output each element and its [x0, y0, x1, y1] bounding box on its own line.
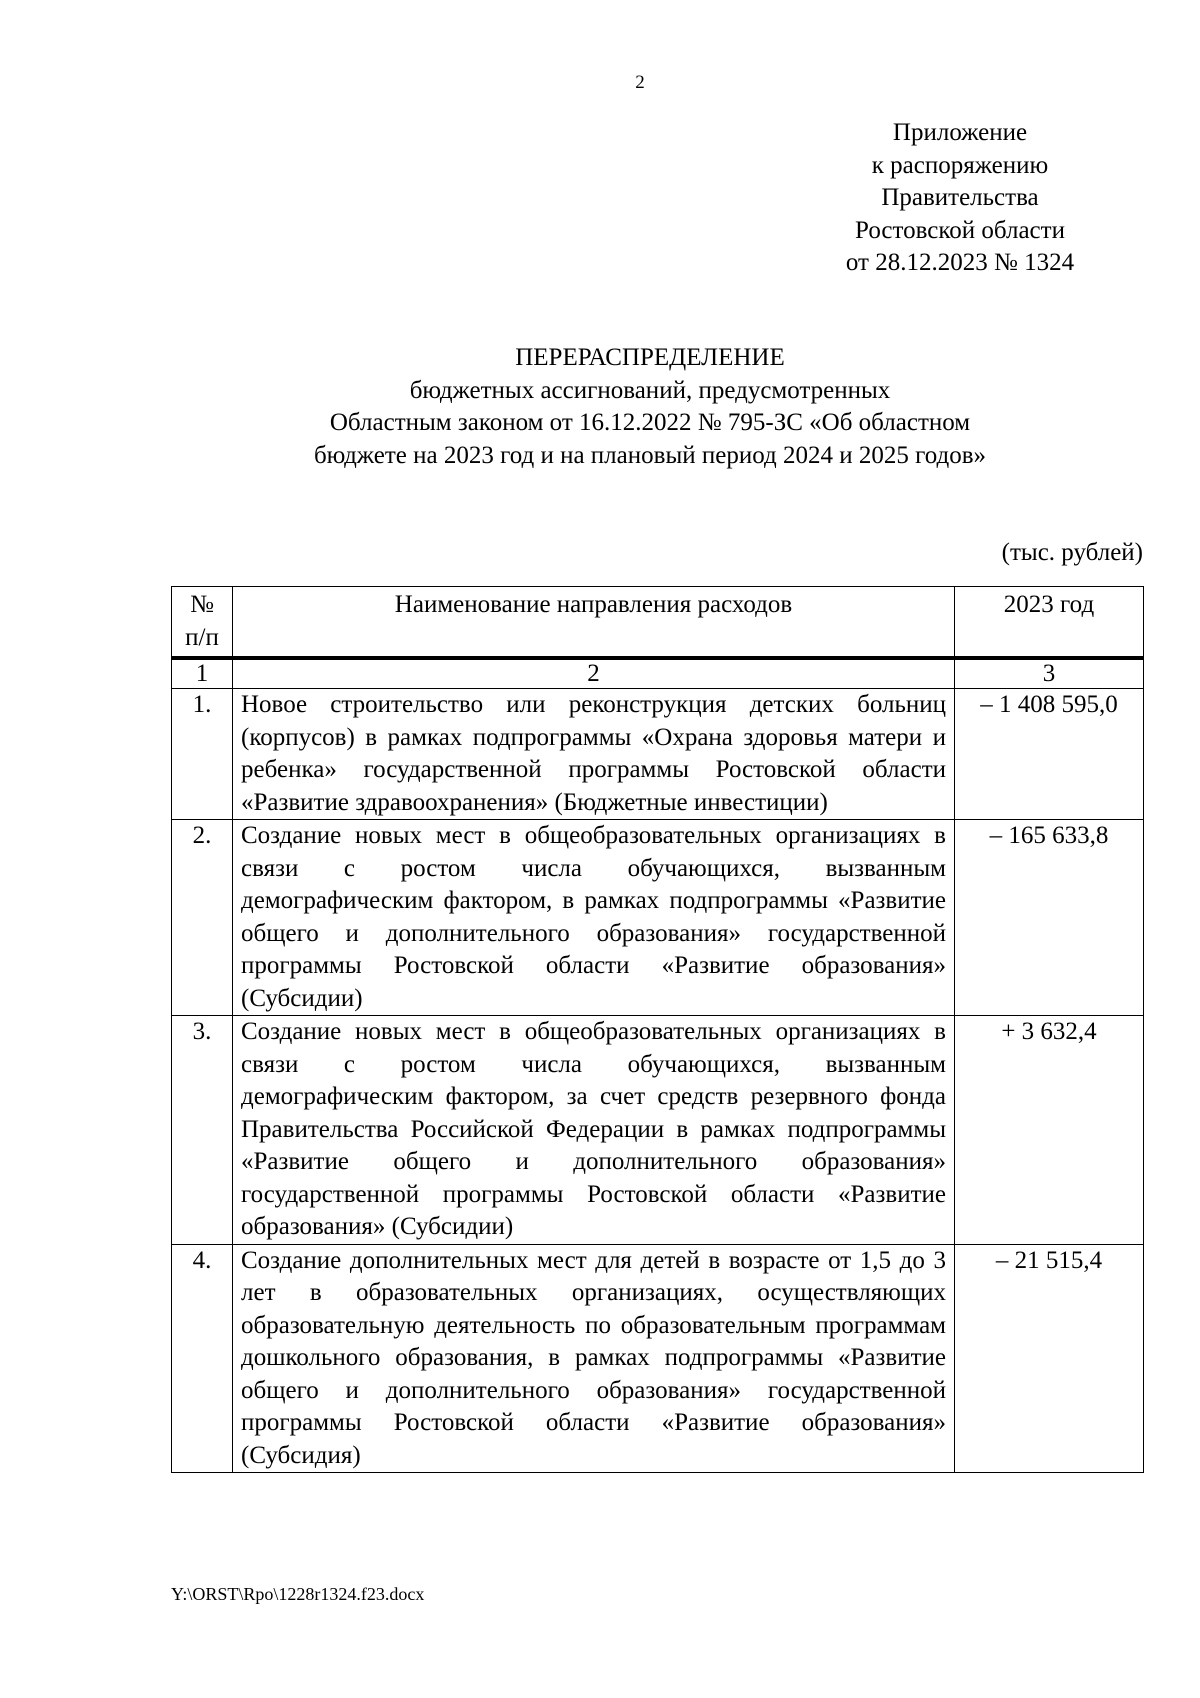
row-value: + 3 632,4	[955, 1016, 1144, 1245]
appendix-line: Ростовской области	[855, 216, 1065, 244]
title-line: бюджетных ассигнований, предусмотренных	[409, 376, 891, 404]
title-line: Областным законом от 16.12.2022 № 795-ЗС «Об областном	[329, 409, 971, 436]
header-year: 2023 год	[955, 587, 1144, 659]
title-line: бюджете на 2023 год и на плановый период 2024 и 2025 годов»	[313, 441, 987, 469]
column-number-row	[172, 658, 1144, 689]
column-number: 2	[233, 658, 955, 689]
row-name: Создание новых мест в общеобразовательных организациях в связи с ростом числа обучающихся, вызванным демографическим фактором, за счет средств резервного фонда Правительства Российской Федерации в рамках подпрограммы «Развитие общего и дополнительного образования» государственной программы Ростовской области «Развитие образования» (Субсидии)	[233, 1016, 955, 1245]
header-name: Наименование направления расходов	[233, 587, 955, 659]
row-name: Новое строительство или реконструкция детских больниц (корпусов) в рамках подпрограммы «Охрана здоровья матери и ребенка» государственной программы Ростовской области «Развитие здравоохранения» (Бюджетные инвестиции)	[233, 689, 955, 820]
column-number: 1	[172, 658, 233, 689]
row-value: – 165 633,8	[955, 820, 1144, 1016]
appendix-line: Правительства	[881, 184, 1039, 211]
table-row	[172, 820, 1144, 1016]
redistribution-table	[171, 586, 1144, 1473]
appendix-block	[820, 117, 1100, 280]
page-number: 2	[635, 72, 645, 93]
row-number: 1.	[172, 689, 233, 820]
row-value: – 1 408 595,0	[955, 689, 1144, 820]
row-number: 2.	[172, 820, 233, 1016]
appendix-line: Приложение	[892, 119, 1028, 146]
title-heading: ПЕРЕРАСПРЕДЕЛЕНИЕ	[515, 344, 785, 371]
column-number: 3	[955, 658, 1144, 689]
row-number: 4.	[172, 1244, 233, 1473]
footer-file-path: Y:\ORST\Rpo\1228r1324.f23.docx	[171, 1584, 425, 1604]
table-header-row	[172, 587, 1144, 659]
table-row	[172, 1244, 1144, 1473]
header-number: № п/п	[172, 587, 233, 659]
row-number: 3.	[172, 1016, 233, 1245]
table-row	[172, 1016, 1144, 1245]
row-name: Создание новых мест в общеобразовательных организациях в связи с ростом числа обучающихся, вызванным демографическим фактором, в рамках подпрограммы «Развитие общего и дополнительного образования» государственной программы Ростовской области «Развитие образования» (Субсидии)	[233, 820, 955, 1016]
row-name: Создание дополнительных мест для детей в возрасте от 1,5 до 3 лет в образовательных организациях, осуществляющих образовательную деятельность по образовательным программам дошкольного образования, в рамках подпрограммы «Развитие общего и дополнительного образования» государственной программы Ростовской области «Развитие образования» (Субсидия)	[233, 1244, 955, 1473]
appendix-line: от 28.12.2023 № 1324	[845, 249, 1075, 276]
table-row	[172, 689, 1144, 820]
row-value: – 21 515,4	[955, 1244, 1144, 1473]
units-label: (тыс. рублей)	[1001, 539, 1143, 566]
document-title	[175, 342, 1125, 472]
appendix-line: к распоряжению	[871, 151, 1049, 179]
